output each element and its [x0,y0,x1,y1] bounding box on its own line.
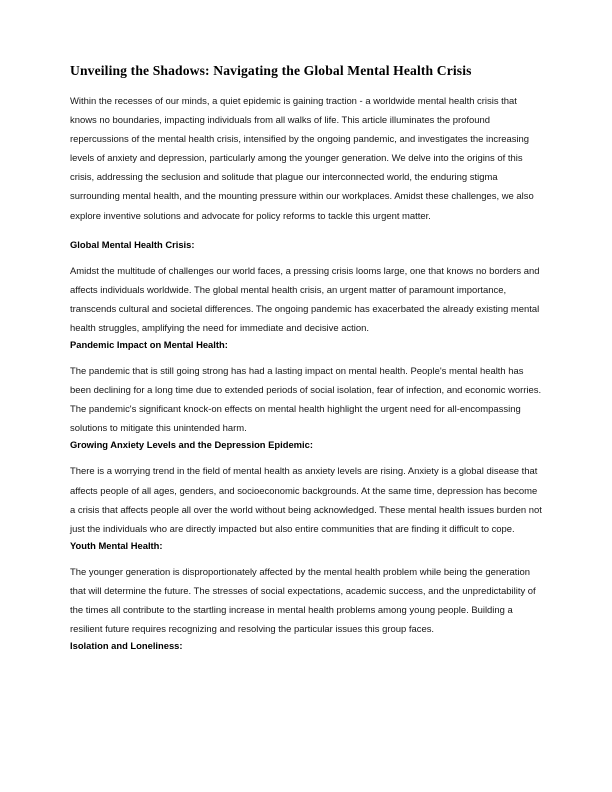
section-isolation-and-loneliness [70,639,542,652]
section-heading: Youth Mental Health: [70,539,163,551]
section-youth-mental-health [70,539,542,639]
section-growing-anxiety-levels-and-the-depression-epidemic [70,438,542,538]
section-paragraph: Amidst the multitude of challenges our world faces, a pressing crisis looms large, one that knows no borders and affects individuals worldwide. The global mental health crisis, an urgent matter of paramount importance, transcends cultural and societal differences. The ongoing pandemic has exacerbated the already existing mental health struggles, amplifying the need for immediate and decisive action. [70,265,540,334]
section-paragraph: There is a worrying trend in the field of mental health as anxiety levels are rising. Anxiety is a global disease that affects people of all ages, genders, and socioeconomic backgrounds. At the same time, depression has become a crisis that affects people all over the world without being acknowledged. These mental health issues burden not just the individuals who are directly impacted but also entire communities that are finding it difficult to cope. [70,466,542,535]
section-paragraph: The pandemic that is still going strong has had a lasting impact on mental health. People's mental health has been declining for a long time due to extended periods of social isolation, fear of infection, and economic worries. The pandemic's significant knock-on effects on mental health highlight the urgent need for all-encompassing solutions to mitigate this unintended harm. [70,366,542,435]
section-paragraph: The younger generation is disproportionately affected by the mental health problem while being the generation that will determine the future. The stresses of social expectations, academic success, and the unpredictability of the times all contribute to the startling increase in mental health problems among young people. Building a resilient future requires recognizing and resolving the particular issues this group faces. [70,566,536,636]
section-global-mental-health-crisis [70,238,542,338]
page-title: Unveiling the Shadows: Navigating the Global Mental Health Crisis [70,63,472,78]
section-pandemic-impact-on-mental-health [70,338,542,438]
section-heading: Growing Anxiety Levels and the Depression Epidemic: [70,439,313,451]
section-heading: Pandemic Impact on Mental Health: [70,339,228,351]
section-heading: Global Mental Health Crisis: [70,238,195,250]
intro-paragraph: Within the recesses of our minds, a quiet epidemic is gaining traction - a worldwide mental health crisis that knows no boundaries, impacting individuals from all walks of life. This article illuminates the profound repercussions of the mental health crisis, intensified by the ongoing pandemic, and investigates the increasing levels of anxiety and depression, particularly among the younger generation. We delve into the origins of this crisis, addressing the seclusion and solitude that plague our interconnected world, the enduring stigma surrounding mental health, and the mounting pressure within our workplaces. Amidst these challenges, we also explore inventive solutions and advocate for policy reforms to tackle this urgent matter. [70,96,534,222]
section-heading: Isolation and Loneliness: [70,640,183,652]
